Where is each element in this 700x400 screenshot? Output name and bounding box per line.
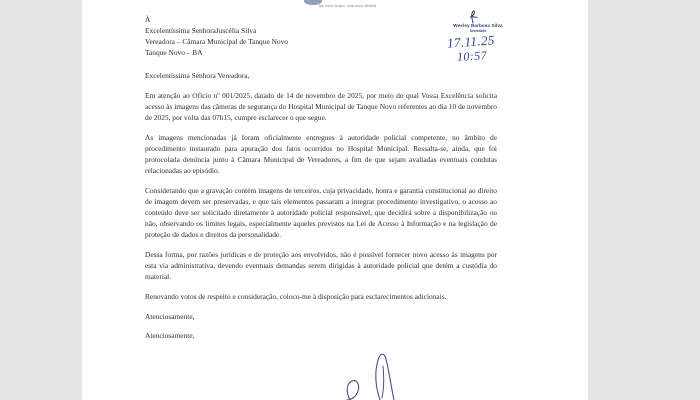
- body-paragraph: Em atenção ao Ofício nº 001/2025, datado de 14 de novembro de 2025, por meio do qual Vossa Excelência solicita acesso às imagens das câmeras de segurança do Hospital Municipal de Tanque Novo referentes ao dia 10 de novembro de 2025, por volta das 07h15, cumpre esclarecer o que segue.: [145, 91, 497, 123]
- closing: Atenciosamente,: [145, 311, 195, 321]
- signature-flourish-icon: [467, 10, 480, 24]
- stamp-name: Wesley Barbosa Silva: [453, 23, 503, 28]
- stamp-role: Secretário: [469, 28, 487, 33]
- document-page: [82, 0, 588, 400]
- recipient-line: À: [145, 15, 151, 24]
- body-paragraph: Dessa forma, por razões jurídicas e de proteção aos envolvidos, não é possível fornecer novo acesso às imagens por esta via administrativa, devendo eventuais demandas serem dirigidas à autoridade policial que detém a custódia do material.: [145, 249, 497, 282]
- stamp-date: 17.11.25: [446, 32, 496, 51]
- recipient-line: Vereadora – Câmara Municipal de Tanque Novo: [145, 37, 289, 47]
- stamp-time: 10:57: [456, 48, 488, 64]
- body-paragraph: As imagens mencionadas já foram oficialmente entregues à autoridade policial competente, no âmbito de procedimento instaurado para apuração dos fatos ocorridos no Hospital Municipal. Ressalta-se, ainda, que foi protocolada denúncia junto à Câmara Municipal de Vereadores, a fim de que sejam avaliadas eventuais condutas relacionadas ao episódio.: [145, 132, 497, 176]
- recipient-line: Excelentíssima SenhoraJuscélia Silva: [145, 26, 257, 36]
- body-paragraph: Renovando votos de respeito e consideração, coloco-me à disposição para esclarecimentos adicionais.: [145, 291, 447, 301]
- salutation: Excelentíssima Senhora Vereadora,: [145, 71, 250, 81]
- closing-repeat: Atenciosamente,: [145, 331, 195, 341]
- reception-stamp: [429, 10, 555, 68]
- letterhead-tagline: Um novo tempo, uma nova história.: [318, 4, 378, 8]
- recipient-line: Tanque Novo – BA: [145, 48, 203, 58]
- handwritten-signature: [272, 348, 442, 400]
- body-paragraph: Considerando que a gravação contém imagens de terceiros, cuja privacidade, honra e garantia constitucional ao direito de imagem devem ser preservadas, e que tais elementos passaram a integrar procedimento investigativo, o acesso ao conteúdo deve ser solicitado diretamente à autoridade policial responsável, que decidirá sobre a disponibilização ou não, observando os limites legais, especialmente aqueles previstos na Lei de Acesso à Informação e na legislação de proteção de dados e direitos da personalidade.: [145, 185, 497, 240]
